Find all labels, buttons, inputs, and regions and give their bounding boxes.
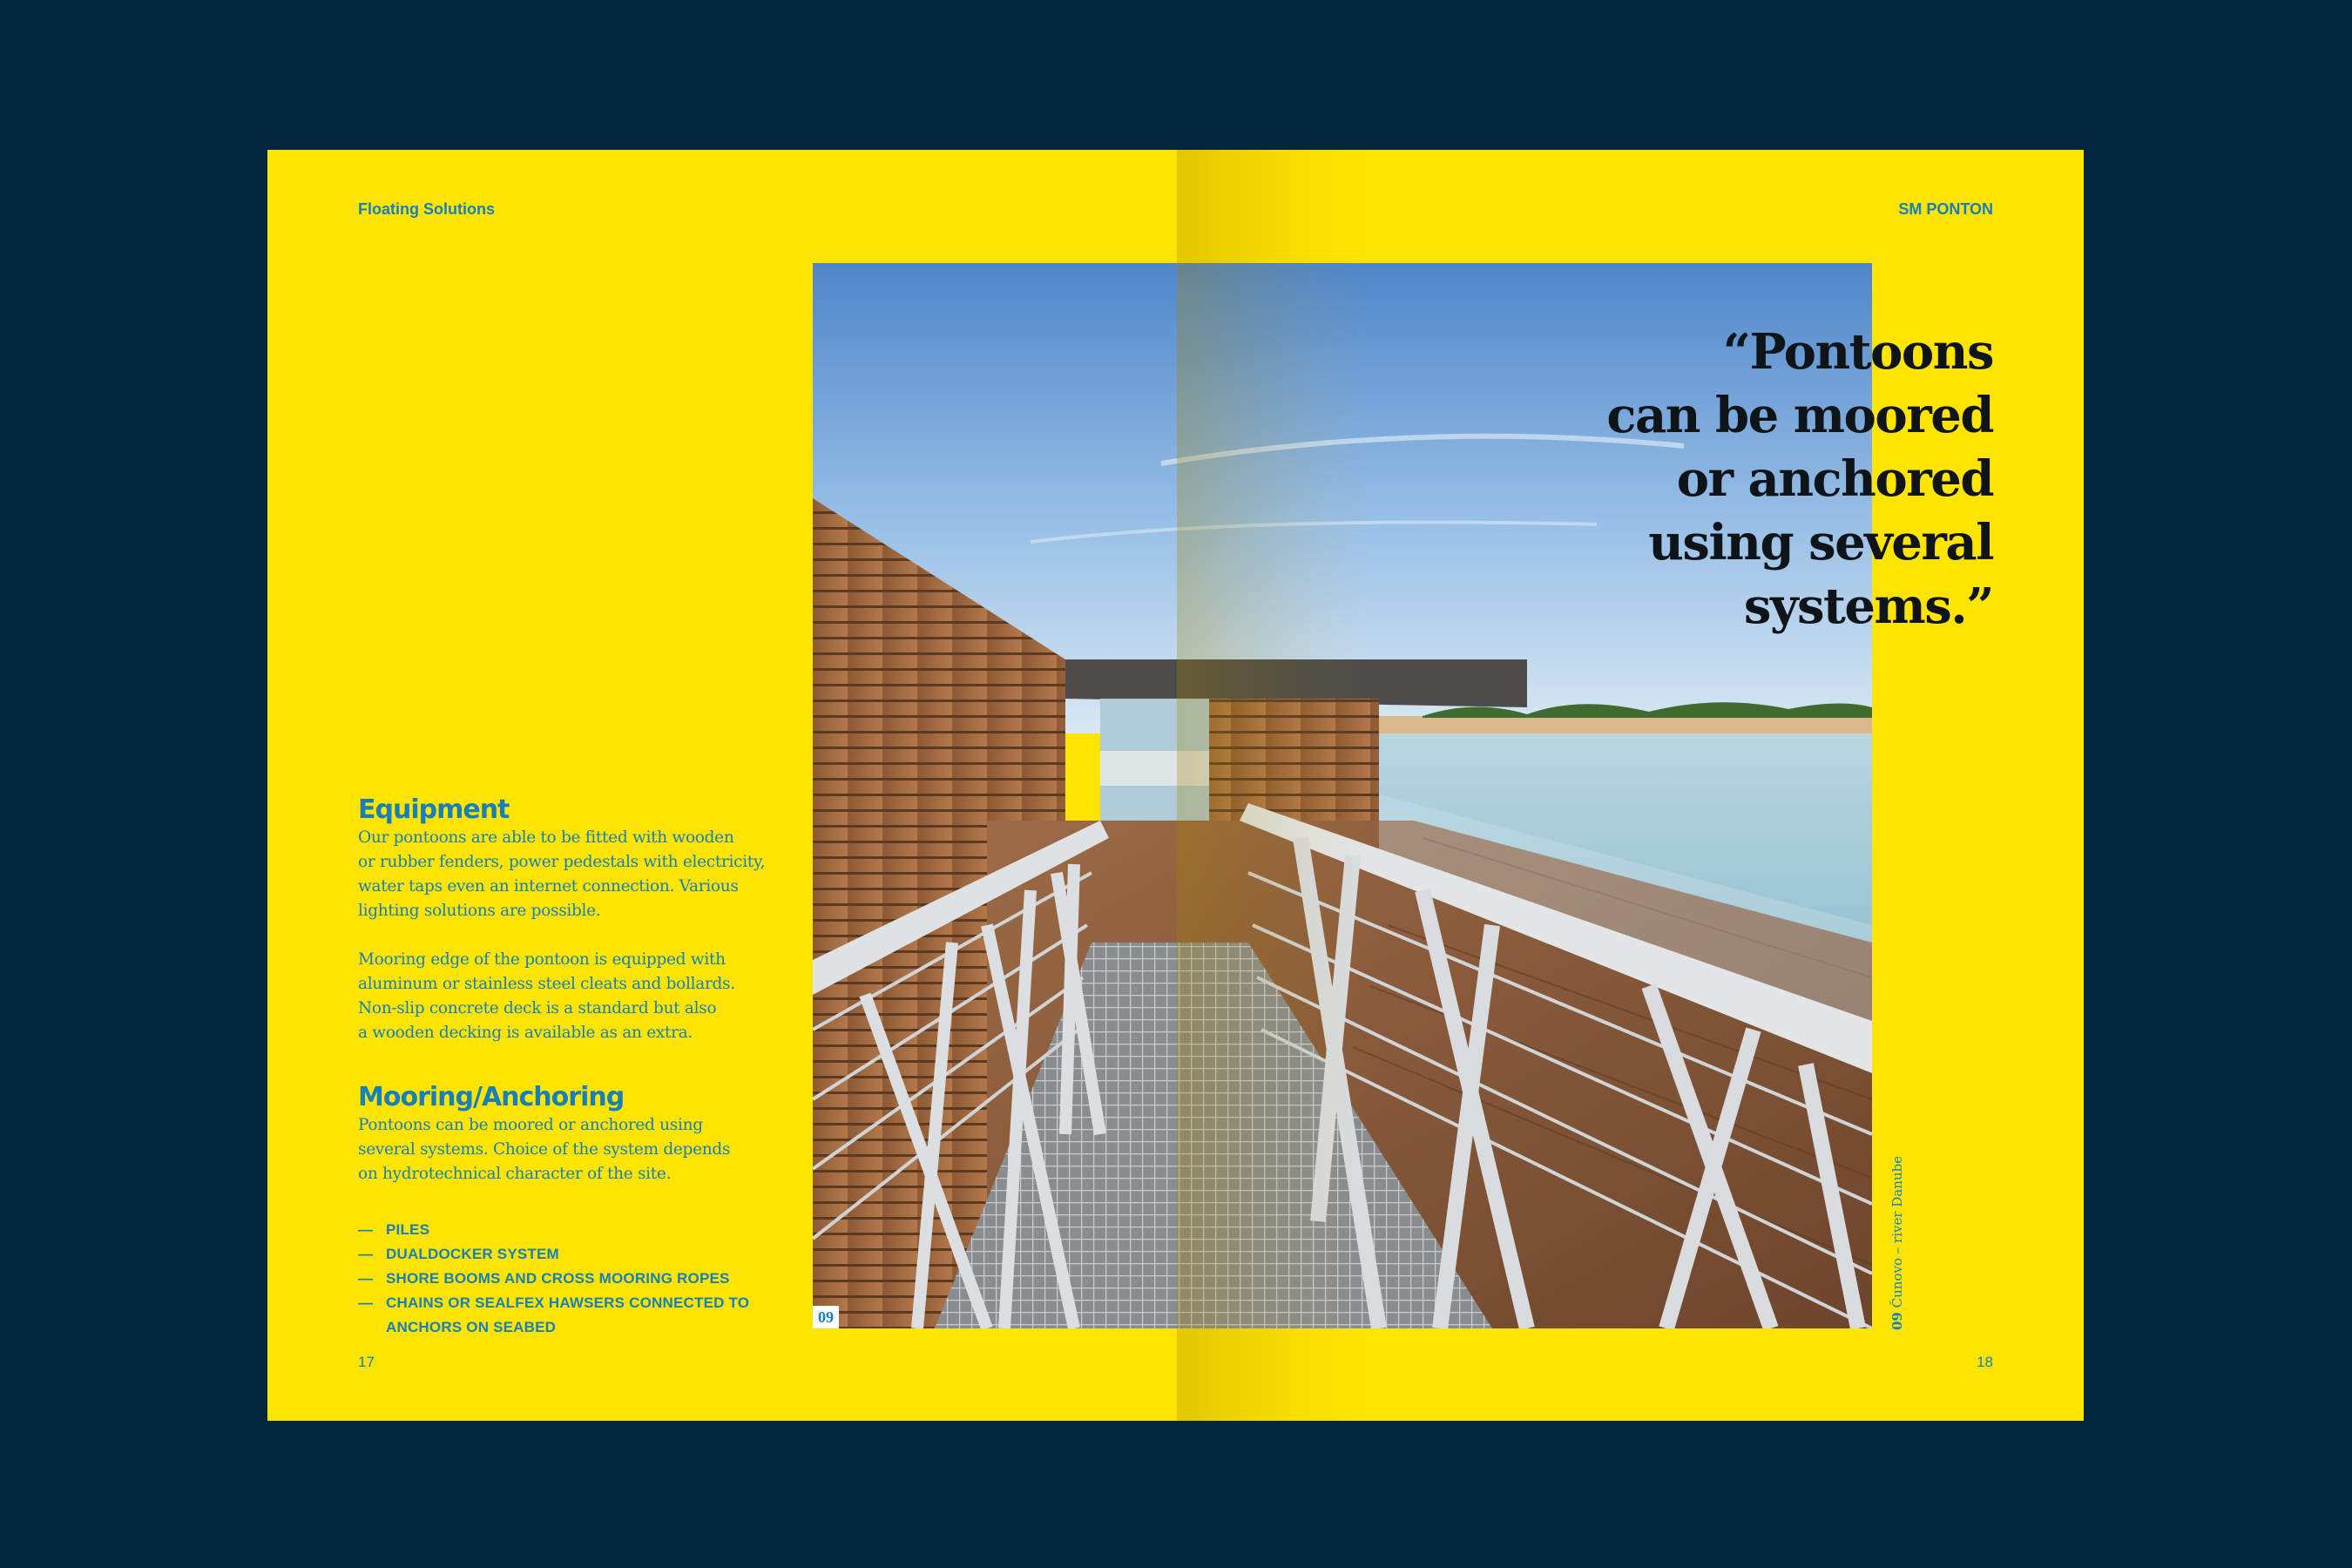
- mooring-section: [358, 1082, 846, 1340]
- text-line: a wooden decking is available as an extra.: [358, 1024, 693, 1042]
- quote-line: using several: [1648, 514, 1993, 571]
- text-line: Pontoons can be moored or anchored using: [358, 1116, 703, 1134]
- list-dash: —: [358, 1221, 374, 1238]
- photo-number: 09: [813, 1306, 839, 1328]
- text-line: Non-slip concrete deck is a standard but also: [358, 999, 717, 1017]
- page-number-left: 17: [358, 1354, 375, 1370]
- text-line: Our pontoons are able to be fitted with wooden: [358, 828, 734, 847]
- mooring-systems-list: [358, 1218, 846, 1340]
- mooring-paragraph: [358, 1113, 846, 1186]
- text-line: water taps even an internet connection. Various: [358, 877, 739, 896]
- photo-caption: [1889, 1156, 1905, 1330]
- text-line: on hydrotechnical character of the site.: [358, 1165, 672, 1183]
- text-line: Mooring edge of the pontoon is equipped with: [358, 950, 726, 969]
- text-line: lighting solutions are possible.: [358, 902, 601, 920]
- list-dash: —: [358, 1270, 374, 1287]
- list-item: — CHAINS OR SEALFEX HAWSERS CONNECTED TO ANCHORS ON SEABED: [358, 1291, 760, 1340]
- left-text-column: [358, 794, 846, 1340]
- caption-number: 09: [1889, 1312, 1905, 1330]
- text-line: aluminum or stainless steel cleats and bollards.: [358, 975, 735, 993]
- quote-line: can be moored: [1606, 387, 1993, 444]
- text-line: several systems. Choice of the system depends: [358, 1140, 731, 1159]
- running-header-right: SM PONTON: [1898, 200, 1993, 218]
- quote-line: “Pontoons: [1722, 323, 1993, 381]
- text-line: or rubber fenders, power pedestals with electricity,: [358, 853, 766, 871]
- mooring-heading: Mooring/Anchoring: [358, 1082, 625, 1112]
- list-item: — DUALDOCKER SYSTEM: [358, 1242, 846, 1267]
- equipment-heading: Equipment: [358, 794, 510, 825]
- quote-line: systems.”: [1743, 578, 1993, 635]
- running-header-left: Floating Solutions: [358, 200, 495, 218]
- brochure-spread: [267, 150, 2084, 1421]
- caption-text: Čunovo – river Danube: [1889, 1155, 1905, 1308]
- quote-line: or anchored: [1676, 450, 1993, 508]
- list-item: — PILES: [358, 1218, 846, 1242]
- pull-quote: [1505, 321, 1993, 639]
- list-item: — SHORE BOOMS AND CROSS MOORING ROPES: [358, 1267, 846, 1291]
- equipment-paragraph-2: [358, 948, 846, 1045]
- equipment-paragraph-1: [358, 826, 846, 923]
- list-dash: —: [358, 1246, 374, 1262]
- page-number-right: 18: [1977, 1354, 1993, 1370]
- list-dash: —: [358, 1294, 374, 1311]
